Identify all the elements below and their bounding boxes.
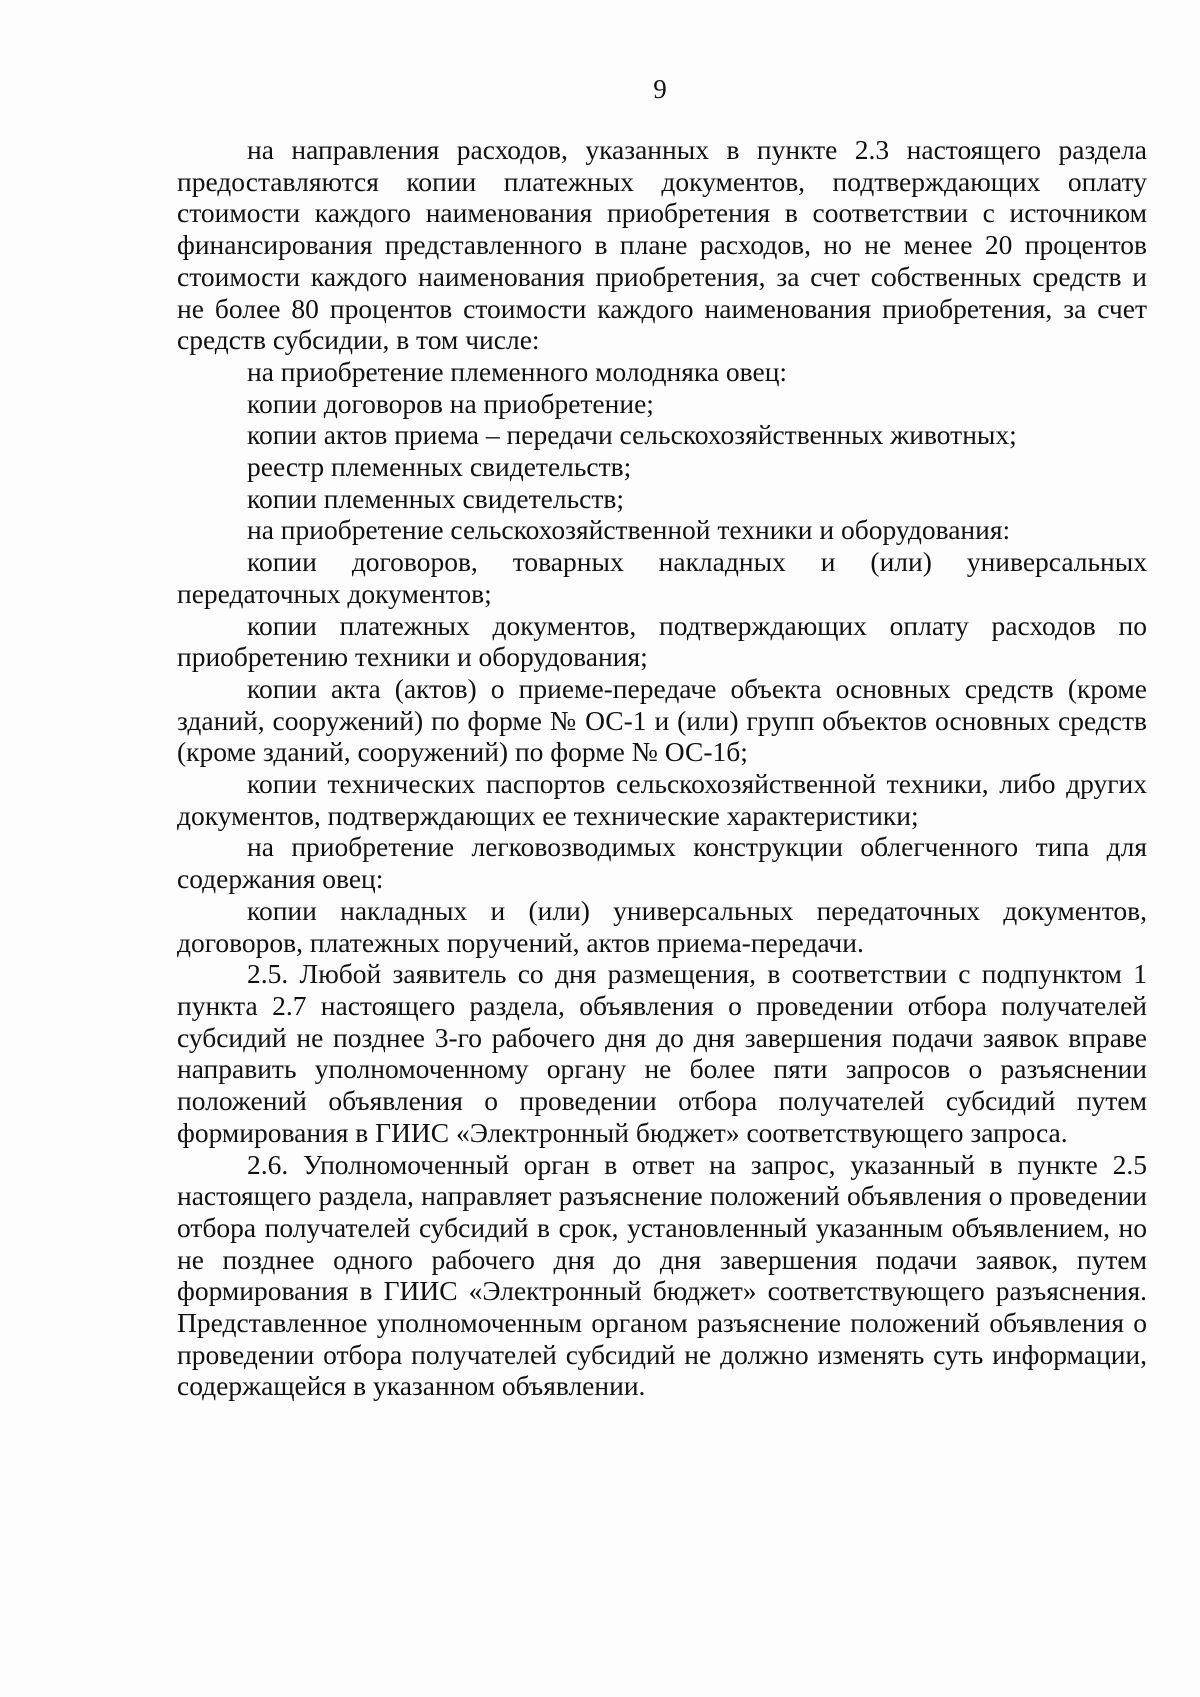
paragraph-sheep-purchase: на приобретение племенного молодняка овец: xyxy=(247,355,788,387)
paragraph-clause-2-6: 2.6. Уполномоченный орган в ответ на запрос, указанный в пункте 2.5 настоящего раздела, направляет разъяснение положений объявления о проведении отбора получателей субсидий в срок, установленный указанным объявлением, но не позднее одного рабочего дня до дня завершения подачи заявок, путем формирования в ГИИС «Электронный бюджет» соответствующего разъяснения. Представленное уполномоченным органом разъяснение положений объявления о проведении отбора получателей субсидий не должно изменять суть информации, содержащейся в указанном объявлении. xyxy=(177,1148,1147,1402)
paragraph-waybill-copies: копии накладных и (или) универсальных передаточных документов, договоров, платежных поручений, актов приема-передачи. xyxy=(177,894,1147,958)
paragraph-light-structures: на приобретение легковозводимых конструкции облегченного типа для содержания овец: xyxy=(177,831,1147,895)
paragraph-clause-2-5: 2.5. Любой заявитель со дня размещения, в соответствии с подпунктом 1 пункта 2.7 настоящего раздела, объявления о проведении отбора получателей субсидий не позднее 3-го рабочего дня до дня завершения подачи заявок вправе направить уполномоченному органу не более пяти запросов о разъяснении положений объявления о проведении отбора получателей субсидий путем формирования в ГИИС «Электронный бюджет» соответствующего запроса. xyxy=(177,958,1147,1148)
paragraph-payment-copies: копии платежных документов, подтверждающих оплату расходов по приобретению техники и оборудования; xyxy=(177,609,1147,673)
paragraph-invoice-copies: копии договоров, товарных накладных и (или) универсальных передаточных документов; xyxy=(177,546,1147,609)
paragraph-breeding-certificates: копии племенных свидетельств; xyxy=(247,482,624,514)
paragraph-equipment-purchase: на приобретение сельскохозяйственной техники и оборудования: xyxy=(247,514,1011,546)
paragraph-transfer-acts: копии актов приема – передачи сельскохозяйственных животных; xyxy=(247,419,1017,451)
paragraph-breeding-register: реестр племенных свидетельств; xyxy=(247,451,632,483)
paragraph-os1-acts: копии акта (актов) о приеме-передаче объекта основных средств (кроме зданий, сооружений) по форме № ОС-1 и (или) групп объектов основных средств (кроме зданий, сооружений) по форме № ОС-1б; xyxy=(177,672,1147,768)
paragraph-payment-docs: на направления расходов, указанных в пункте 2.3 настоящего раздела предоставляются копии платежных документов, подтверждающих оплату стоимости каждого наименования приобретения в соответствии с источником финансирования представленного в плане расходов, но не менее 20 процентов стоимости каждого наименования приобретения, за счет собственных средств и не более 80 процентов стоимости каждого наименования приобретения, за счет средств субсидии, в том числе: xyxy=(177,134,1147,356)
document-body xyxy=(177,134,1147,1402)
paragraph-contract-copies: копии договоров на приобретение; xyxy=(247,387,654,419)
page-number: 9 xyxy=(653,74,667,104)
paragraph-tech-passports: копии технических паспортов сельскохозяйственной техники, либо других документов, подтверждающих ее технические характеристики; xyxy=(177,768,1147,831)
